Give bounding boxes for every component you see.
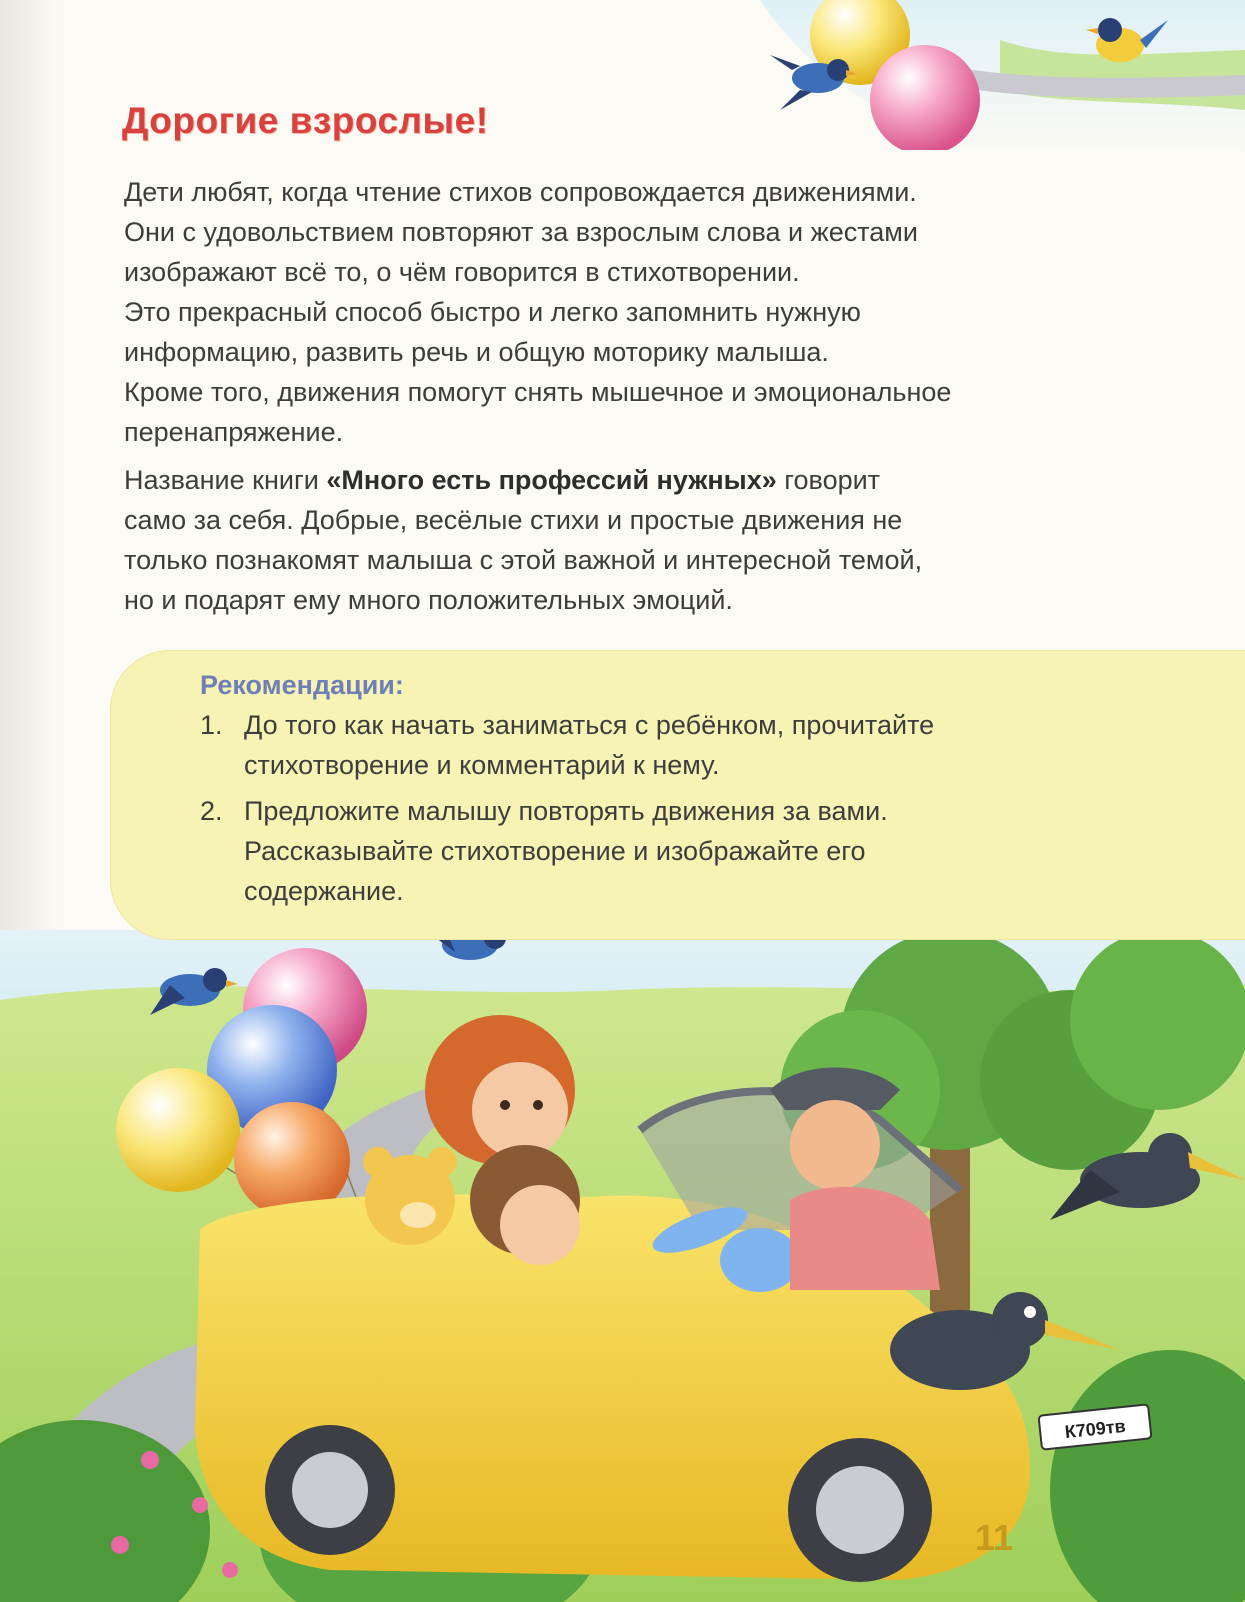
recommendation-item [200, 705, 1060, 785]
page-title: Дорогие взрослые! [122, 100, 489, 141]
recommendation-item [200, 791, 1060, 911]
pink-balloon-top [870, 45, 980, 150]
book-paragraph [124, 460, 1064, 620]
recommendations-list [200, 705, 1060, 917]
book-line: но и подарят ему много положительных эмоций. [124, 585, 733, 615]
intro-line: Они с удовольствием повторяют за взрослым слова и жестами [124, 217, 918, 247]
yellow-balloon [116, 1068, 240, 1192]
intro-line: Дети любят, когда чтение стихов сопровождается движениями. [124, 177, 917, 207]
intro-line: Это прекрасный способ быстро и легко запомнить нужную [124, 297, 861, 327]
intro-paragraph [124, 172, 1124, 452]
book-line: только познакомят малыша с этой важной и интересной темой, [124, 545, 923, 575]
intro-line: перенапряжение. [124, 417, 344, 447]
mother [425, 1015, 575, 1165]
intro-line: информацию, развить речь и общую моторику малыша. [124, 337, 829, 367]
recommendation-line: стихотворение и комментарий к нему. [244, 750, 720, 780]
book-line-start: Название книги [124, 465, 327, 495]
book-line: само за себя. Добрые, весёлые стихи и простые движения не [124, 505, 903, 535]
book-title: «Много есть профессий нужных» [326, 465, 777, 495]
teddy-bear [363, 1147, 457, 1245]
recommendation-line: До того как начать заниматься с ребёнком, прочитайте [244, 710, 935, 740]
intro-line: изображают всё то, о чём говорится в стихотворении. [124, 257, 800, 287]
license-plate: К709тв [1063, 1415, 1127, 1443]
recommendation-number: 2. [200, 796, 223, 826]
book-line-end: говорит [776, 465, 881, 495]
recommendations-title: Рекомендации: [200, 670, 404, 700]
recommendation-number: 1. [200, 710, 223, 740]
car-number: 11 [975, 1517, 1014, 1558]
recommendation-line: Рассказывайте стихотворение и изображайте его [244, 836, 866, 866]
car-illustration [0, 930, 1245, 1602]
recommendation-line: содержание. [244, 876, 404, 906]
recommendation-line: Предложите малышу повторять движения за вами. [244, 796, 888, 826]
intro-line: Кроме того, движения помогут снять мышечное и эмоциональное [124, 377, 952, 407]
